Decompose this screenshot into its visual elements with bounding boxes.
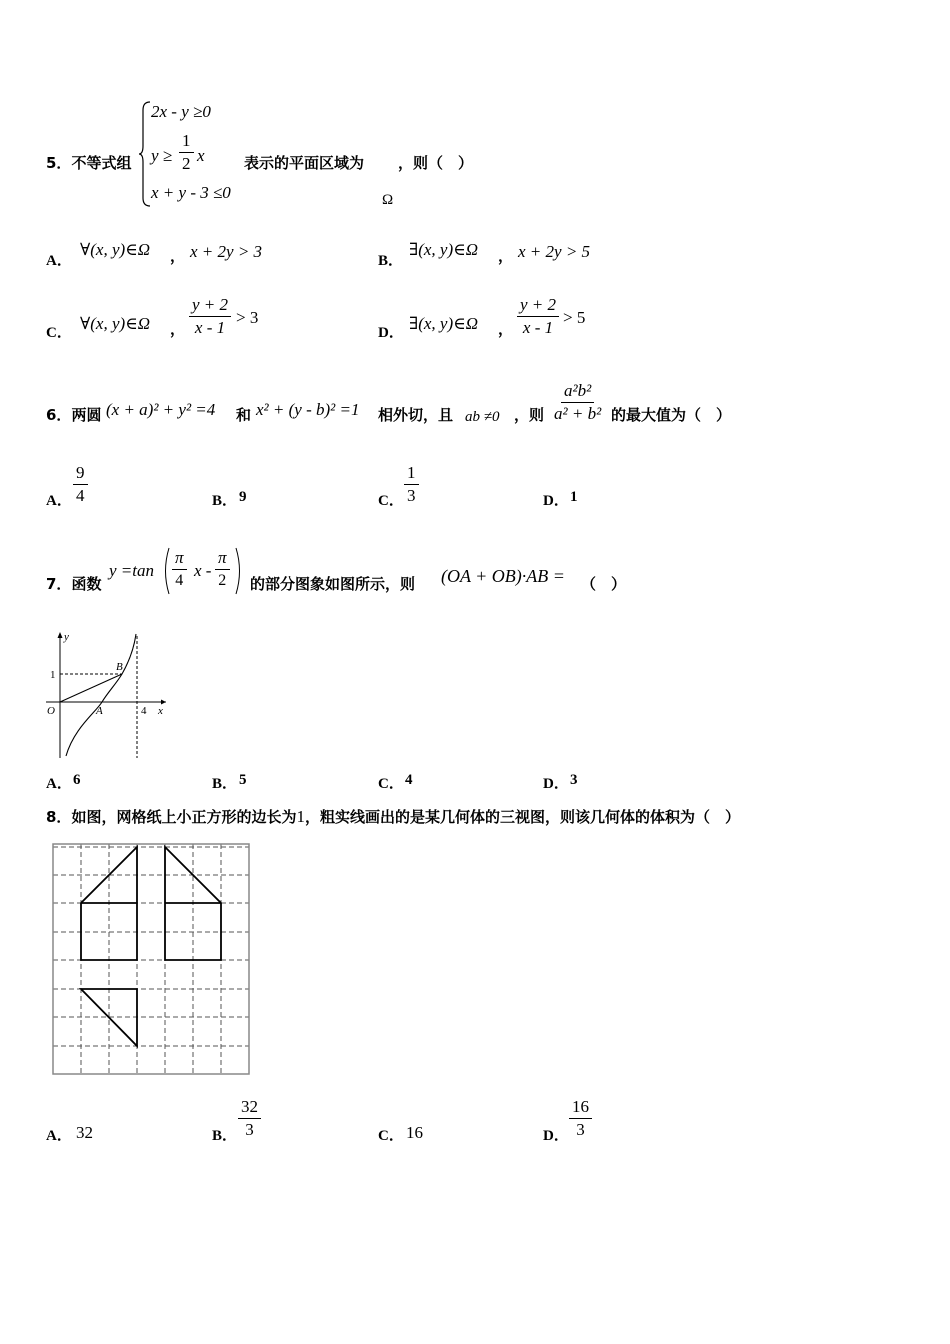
- q7-option-a-label: A．: [46, 776, 72, 792]
- q5-option-d-cmp: > 5: [563, 308, 586, 327]
- label-y: y: [64, 631, 69, 643]
- q5-option-a-quant: ∀(x, y)∈Ω: [80, 240, 151, 259]
- q5-ineq-2-x: x: [197, 146, 205, 165]
- q6-tangent-text: 相外切，且: [378, 406, 454, 424]
- label-b: B: [116, 661, 123, 673]
- q7-expr: (OA + OB)·AB =: [441, 566, 565, 586]
- q5-option-a-expr: x + 2y > 3: [190, 242, 263, 261]
- q8-option-c-label: C．: [378, 1128, 404, 1144]
- q6-then: ，则: [514, 406, 545, 424]
- q5-stem3: ，则（ ）: [398, 154, 474, 172]
- q5-ineq-2-frac: $\frac{1}{2}$: [179, 130, 194, 175]
- q7-option-d-label: D．: [543, 776, 569, 792]
- q5-option-d-label: D．: [378, 325, 404, 341]
- q8-option-d-label: D．: [543, 1128, 569, 1144]
- q6-option-a-label: A．: [46, 493, 72, 509]
- q7-number: 7．函数: [46, 575, 102, 593]
- q5-ineq-3: x + y - 3 ≤0: [151, 183, 231, 202]
- q5-option-d-quant: ∃(x, y)∈Ω: [409, 314, 479, 333]
- q5-option-a-label: A．: [46, 253, 72, 269]
- q5-option-d-frac: $\frac{y + 2}{x - 1}$: [517, 294, 559, 339]
- q6-option-c-frac: $\frac{1}{3}$: [404, 462, 419, 507]
- q5-option-c-frac: $\frac{y + 2}{x - 1}$: [189, 294, 231, 339]
- q7-option-b-value: 5: [239, 772, 247, 788]
- q7-desc: 的部分图象如图所示，则: [250, 575, 416, 593]
- q7-frac-2: $\frac{\pi}{2}$: [215, 547, 230, 592]
- label-a: A: [96, 705, 103, 717]
- q6-number: 6．两圆: [46, 406, 102, 424]
- q6-option-d-label: D．: [543, 493, 569, 509]
- q7-option-b-label: B．: [212, 776, 238, 792]
- q7-option-a-value: 6: [73, 772, 81, 788]
- q6-option-a-frac: $\frac{9}{4}$: [73, 462, 88, 507]
- q7-ask: （ ）: [581, 575, 627, 593]
- q8-option-a-label: A．: [46, 1128, 72, 1144]
- q8-three-view-grid: [52, 843, 252, 1078]
- q7-tan-graph: [42, 628, 172, 762]
- grid-border: [53, 844, 249, 1074]
- q5-ineq-1: 2x - y ≥0: [151, 102, 211, 121]
- q8-option-d-frac: $\frac{16}{3}$: [569, 1096, 592, 1141]
- q5-option-b-quant: ∃(x, y)∈Ω: [409, 240, 479, 259]
- q6-condition: ab ≠0: [465, 409, 500, 425]
- q5-option-c-label: C．: [46, 325, 72, 341]
- q8-option-a-value: 32: [76, 1123, 93, 1142]
- q5-number: 5．不等式组: [46, 154, 132, 172]
- q5-option-b-label: B．: [378, 253, 404, 269]
- q6-option-d-value: 1: [570, 489, 578, 505]
- q5-omega: Ω: [382, 192, 394, 208]
- label-o: O: [47, 705, 55, 717]
- q8-option-b-frac: $\frac{32}{3}$: [238, 1096, 261, 1141]
- q7-frac-1: $\frac{\pi}{4}$: [172, 547, 187, 592]
- label-x: x: [158, 705, 163, 717]
- q5-option-c-sep: ，: [170, 320, 186, 338]
- q5-option-c-cmp: > 3: [236, 308, 259, 327]
- q5-stem2: 表示的平面区域为: [244, 154, 365, 172]
- q6-fraction: $\frac{\text{a²b²}}{\text{a² + b²}}$: [554, 381, 602, 423]
- label-one: 1: [50, 669, 56, 681]
- q5-option-a-sep: ，: [170, 247, 186, 265]
- q7-option-c-value: 4: [405, 772, 413, 788]
- q6-and: 和: [236, 406, 252, 424]
- q8-text: 8．如图，网格纸上小正方形的边长为1，粗实线画出的是某几何体的三视图，则该几何体的体积为（ ）: [46, 807, 740, 826]
- q7-left-paren: [161, 546, 171, 596]
- q5-ineq-2-lhs: y ≥: [151, 146, 173, 165]
- q7-func: y =tan: [109, 561, 154, 580]
- q5-option-d-sep: ，: [498, 320, 514, 338]
- q8-option-c-value: 16: [406, 1123, 423, 1142]
- q5-option-c-quant: ∀(x, y)∈Ω: [80, 314, 151, 333]
- q6-option-b-value: 9: [239, 489, 247, 505]
- q7-mid: x -: [194, 561, 212, 580]
- segment-ob: [60, 674, 122, 702]
- q8-option-b-label: B．: [212, 1128, 238, 1144]
- q7-option-d-value: 3: [570, 772, 578, 788]
- q5-option-b-expr: x + 2y > 5: [518, 242, 591, 261]
- q6-ask: 的最大值为（ ）: [611, 406, 732, 424]
- q7-right-paren: [234, 546, 244, 596]
- q6-option-b-label: B．: [212, 493, 238, 509]
- q5-option-b-sep: ，: [498, 247, 514, 265]
- q6-option-c-label: C．: [378, 493, 404, 509]
- q7-option-c-label: C．: [378, 776, 404, 792]
- q6-circle2: x² + (y - b)² =1: [256, 400, 360, 419]
- grid-lines: [53, 844, 249, 1074]
- label-four: 4: [141, 705, 147, 717]
- q6-circle1: (x + a)² + y² =4: [106, 400, 216, 419]
